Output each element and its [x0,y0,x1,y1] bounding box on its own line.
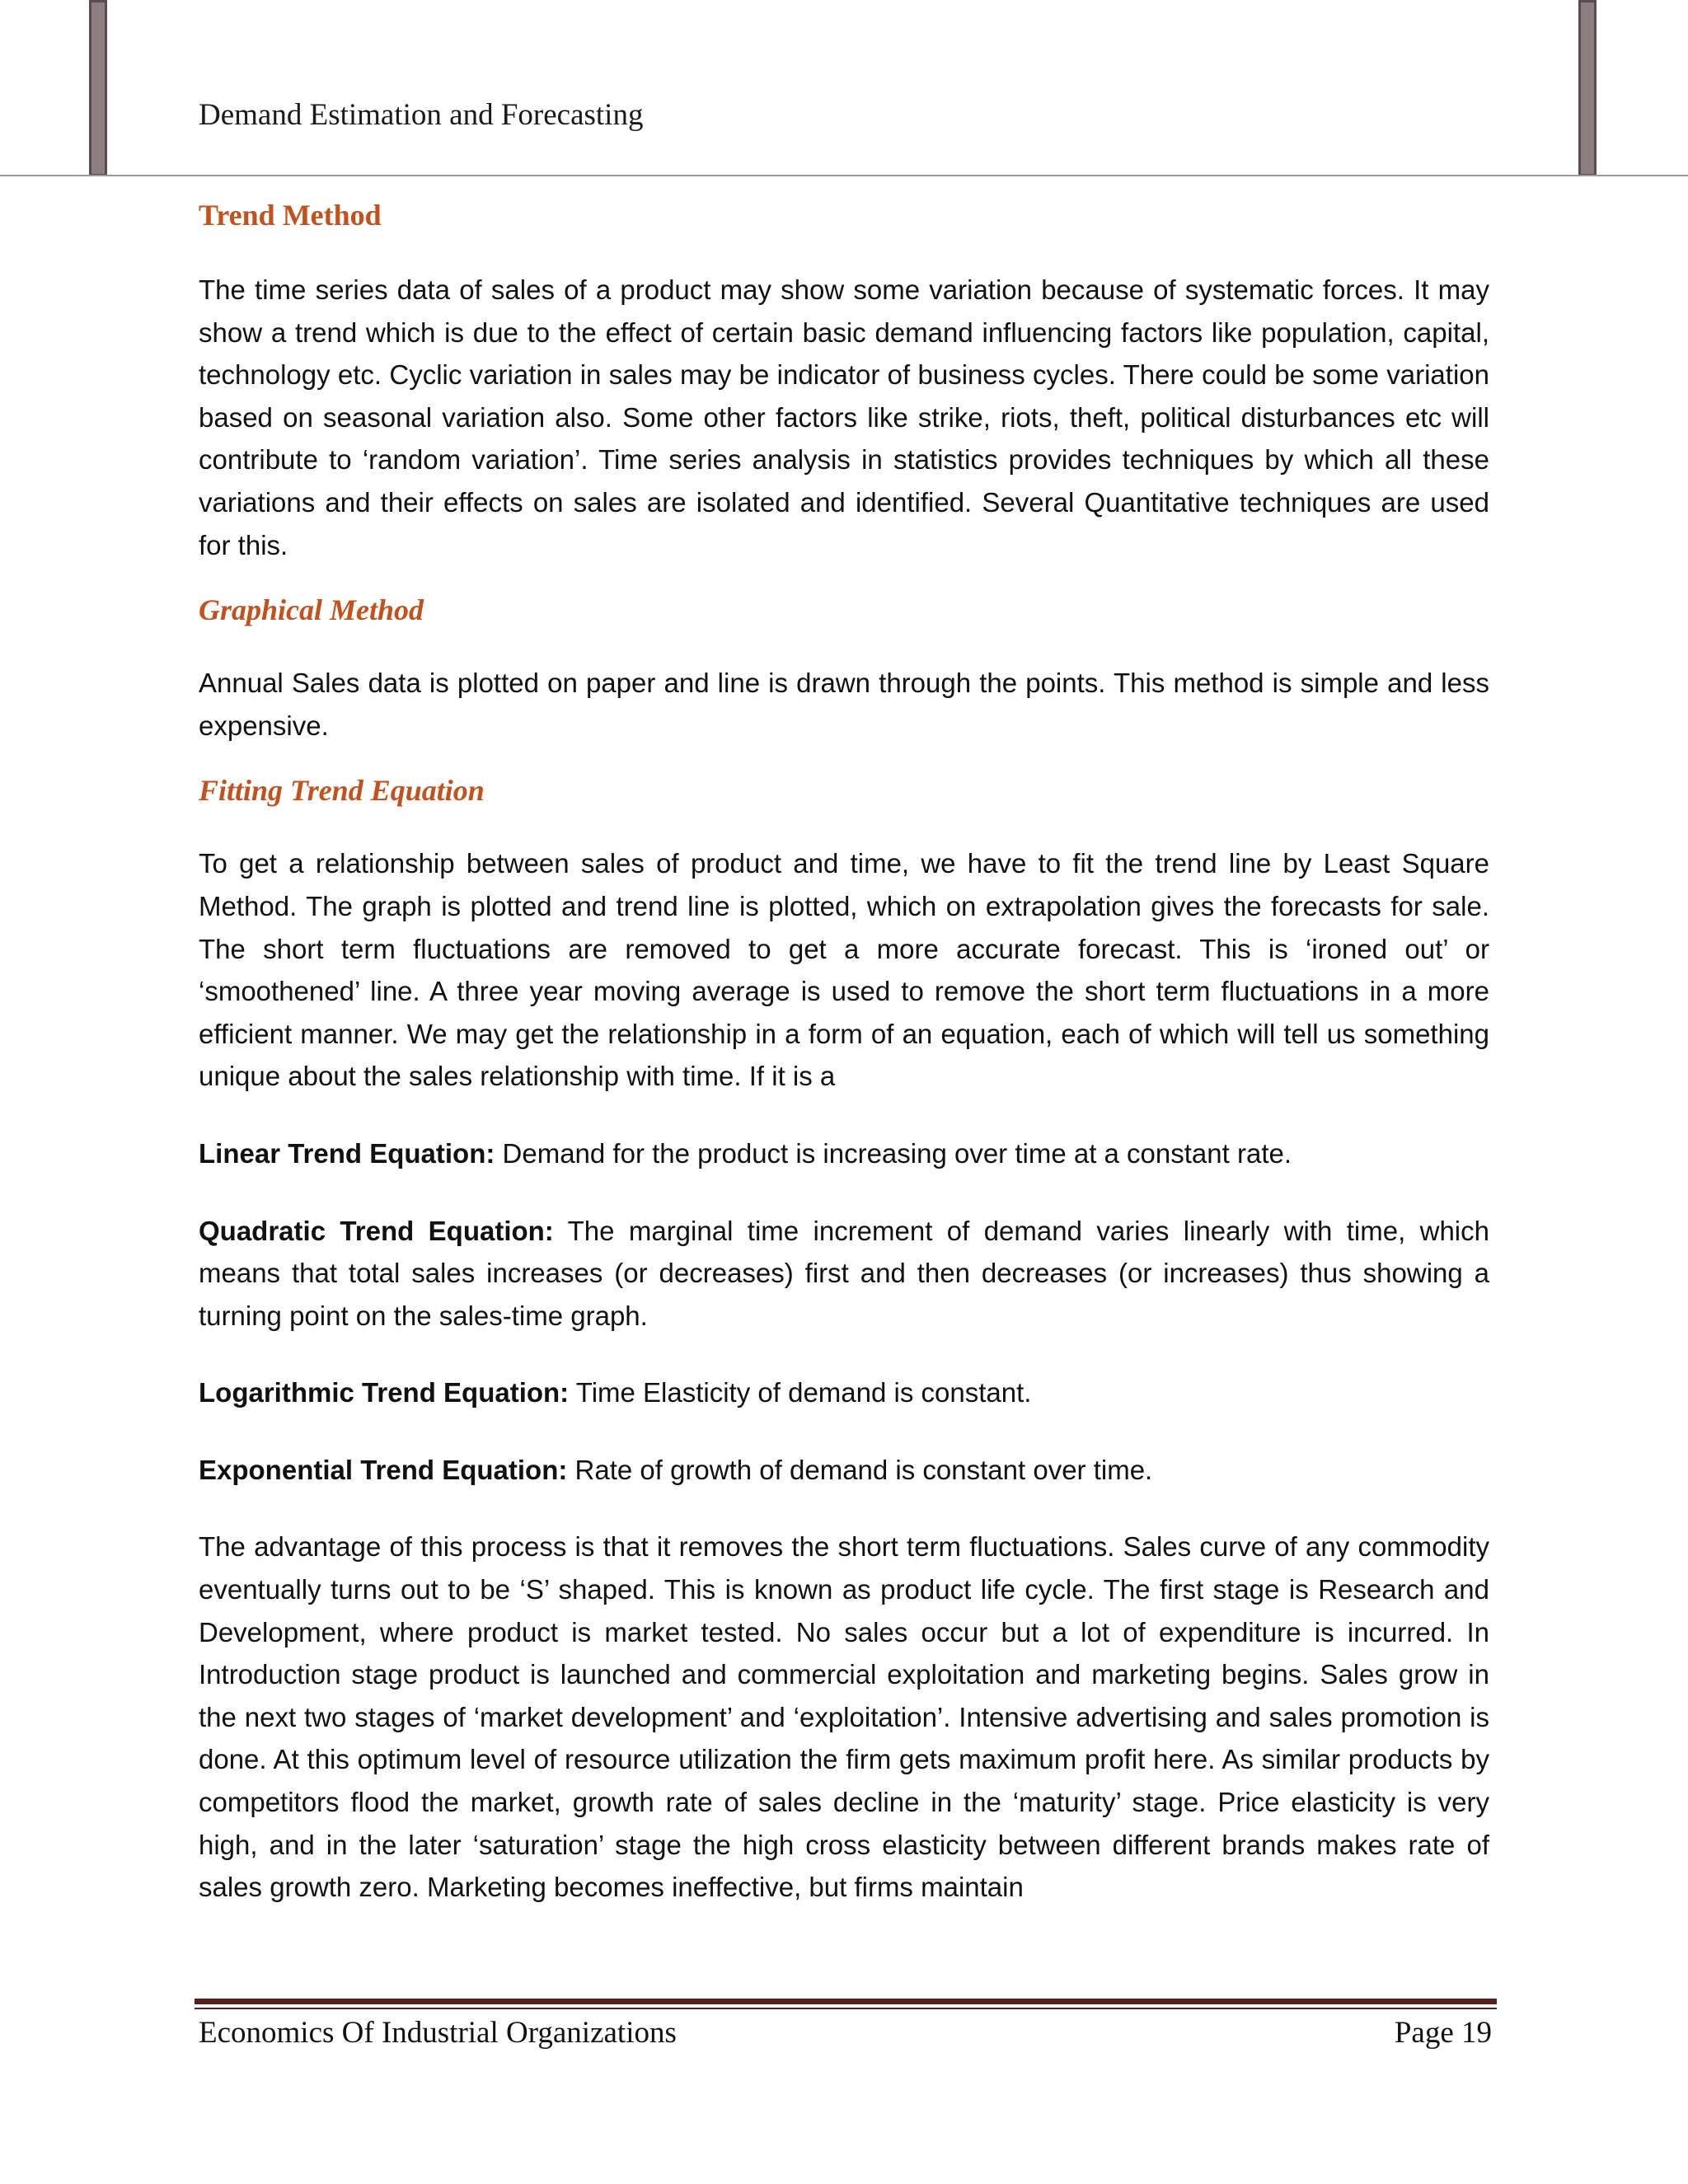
term-quadratic: Quadratic Trend Equation: [199,1215,554,1246]
text-exponential: Rate of growth of demand is constant over time. [567,1454,1153,1485]
heading-graphical-method: Graphical Method [199,593,424,627]
paragraph-graphical-method: Annual Sales data is plotted on paper and line is drawn through the points. This method is simple and less expensive. [199,668,1489,741]
text-linear: Demand for the product is increasing over time at a constant rate. [495,1137,1292,1169]
heading-fitting-trend-equation: Fitting Trend Equation [199,774,485,808]
paragraph-trend-method: The time series data of sales of a product may show some variation because of systematic forces. It may show a trend which is due to the effect of certain basic demand influencing factors like population, capital, technology etc. Cyclic variation in sales may be indicator of business cycles. There could be some variation based on seasonal variation also. Some other factors like strike, riots, theft, political disturbances etc will contribute to ‘random variation’. Time series analysis in statistics provides techniques by which all these variations and their effects on sales are isolated and identified. Several Quantitative techniques are used for this. [199,274,1489,560]
paragraph-exponential-trend [199,1449,1489,1492]
header-bar-right [1578,0,1597,176]
page-content [199,194,1489,1932]
footer-title: Economics Of Industrial Organizations [199,2016,677,2050]
term-exponential: Exponential Trend Equation: [199,1454,568,1485]
paragraph-quadratic-trend [199,1210,1489,1338]
header-bar-left [89,0,107,176]
text-logarithmic: Time Elasticity of demand is constant. [569,1377,1032,1408]
heading-trend-method: Trend Method [199,199,382,232]
paragraph-advantage: The advantage of this process is that it removes the short term fluctuations. Sales curve of any commodity eventually turns out to be ‘S’ shaped. This is known as product life cycle. The first stage is Research and Development, where product is market tested. No sales occur but a lot of expenditure is incurred. In Introduction stage product is launched and commercial exploitation and marketing begins. Sales grow in the next two stages of ‘market development’ and ‘exploitation’. Intensive advertising and sales promotion is done. At this optimum level of resource utilization the firm gets maximum profit here. As similar products by competitors flood the market, growth rate of sales decline in the ‘maturity’ stage. Price elasticity is very high, and in the later ‘saturation’ stage the high cross elasticity between different brands makes rate of sales growth zero. Marketing becomes ineffective, but firms maintain [199,1531,1489,1903]
paragraph-fitting-trend: To get a relationship between sales of product and time, we have to fit the trend line by Least Square Method. The graph is plotted and trend line is plotted, which on extrapolation gives the forecasts for sale. The short term fluctuations are removed to get a more accurate forecast. This is ‘ironed out’ or ‘smoothened’ line. A three year moving average is used to remove the short term fluctuations in a more efficient manner. We may get the relationship in a form of an equation, each of which will tell us something unique about the sales relationship with time. If it is a [199,848,1489,1092]
footer-rule-thick [195,1999,1497,2004]
text-quadratic: The marginal time increment of demand varies linearly with time, which means that total sales increases (or decreases) first and then decreases (or increases) thus showing a turning point on the sales-time graph. [199,1215,1489,1331]
header-title: Demand Estimation and Forecasting [199,98,644,132]
footer-rule-thin [195,2008,1497,2009]
paragraph-linear-trend [199,1132,1489,1175]
term-linear: Linear Trend Equation: [199,1137,495,1169]
header-divider [0,175,1688,176]
page-number: Page 19 [1394,2016,1492,2050]
paragraph-logarithmic-trend [199,1371,1489,1414]
term-logarithmic: Logarithmic Trend Equation: [199,1377,570,1408]
